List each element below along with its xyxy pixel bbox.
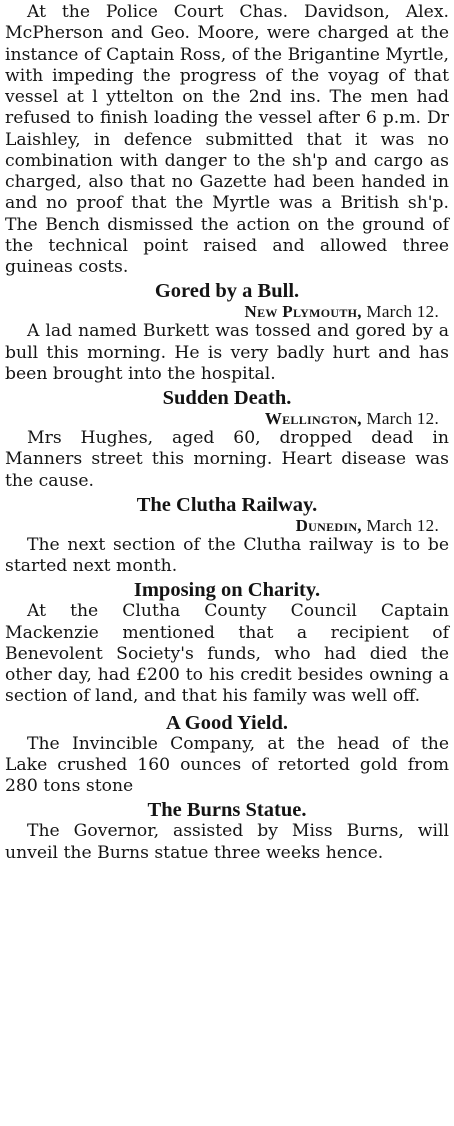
sudden-death-body: Mrs Hughes, aged 60, dropped dead in Manners street this morning. Heart disease was the cause. xyxy=(5,428,449,491)
sudden-death-date: March 12. xyxy=(366,409,439,428)
sudden-death-headline: Sudden Death. xyxy=(162,387,292,409)
good-yield-headline: A Good Yield. xyxy=(165,711,289,734)
clutha-railway-date: March 12. xyxy=(366,515,439,535)
good-yield-body: The Invincible Company, at the head of the Lake crushed 160 ounces of retorted gold from 280 tons stone xyxy=(5,733,449,796)
charity-section xyxy=(5,577,449,707)
clutha-railway-place: Dunedin, xyxy=(295,515,362,535)
charity-headline: Imposing on Charity. xyxy=(133,579,321,602)
sudden-death-section xyxy=(5,385,449,492)
gored-place: New Plymouth, xyxy=(244,302,362,322)
gored-body: A lad named Burkett was tossed and gored by a bull this morning. He is very badly hurt and has been brought into the hospital. xyxy=(5,321,449,384)
clutha-railway-dateline xyxy=(5,516,449,535)
gored-dateline xyxy=(5,302,449,321)
sudden-death-place: Wellington, xyxy=(264,409,362,428)
burns-statue-headline: The Burns Statue. xyxy=(147,799,307,822)
sudden-death-dateline xyxy=(5,409,449,428)
gored-date: March 12. xyxy=(366,302,439,322)
clutha-railway-headline: The Clutha Railway. xyxy=(136,493,318,516)
gored-section xyxy=(5,278,449,385)
burns-statue-section xyxy=(5,797,449,864)
clutha-railway-section xyxy=(5,492,449,578)
burns-statue-body: The Governor, assisted by Miss Burns, will unveil the Burns statue three weeks hence. xyxy=(5,821,449,863)
charity-body: At the Clutha County Council Captain Mackenzie mentioned that a recipient of Benevolent Society's funds, who had died the other day, had £200 to his credit besides owning a section of land, and that his family was well off. xyxy=(5,601,449,707)
gored-headline: Gored by a Bull. xyxy=(154,280,300,303)
newspaper-column xyxy=(5,2,449,864)
good-yield-section xyxy=(5,710,449,798)
police-court-paragraph: At the Police Court Chas. Davidson, Alex. McPherson and Geo. Moore, were charged at the instance of Captain Ross, of the Brigantine Myrtle, with impeding the progress of the voyag of that vessel at l yttelton on the 2nd ins. The men had refused to finish loading the vessel after 6 p.m. Dr Laishley, in defence submitted that it was no combination with danger to the sh'p and cargo as charged, also that no Gazette had been handed in and no proof that the Myrtle was a British sh'p. The Bench dismissed the action on the ground of the technical point raised and allowed three guineas costs. xyxy=(5,2,449,277)
clutha-railway-body: The next section of the Clutha railway is to be started next month. xyxy=(5,534,449,576)
